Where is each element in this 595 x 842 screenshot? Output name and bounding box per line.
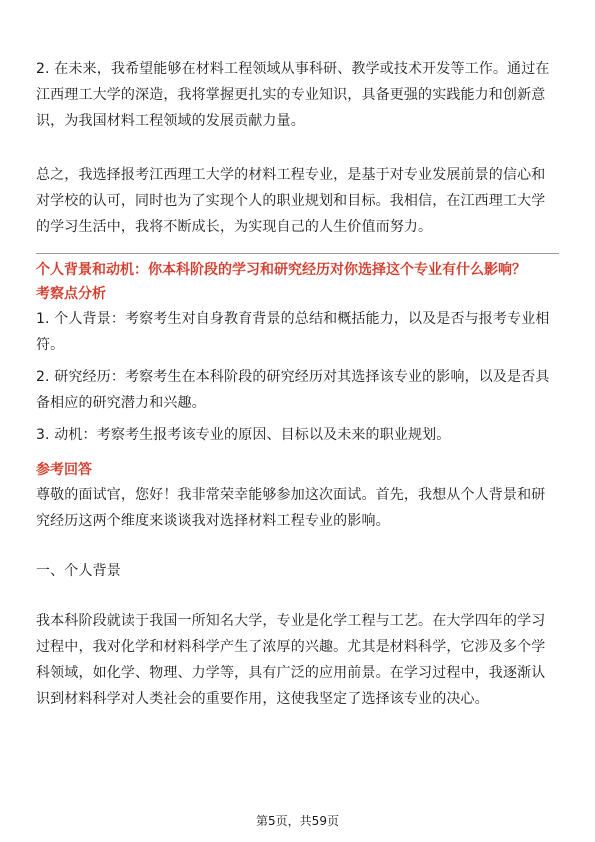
answer-section-title: 一、个人背景 bbox=[36, 563, 121, 579]
page-number: 第5页，共59页 bbox=[256, 814, 339, 828]
section-divider bbox=[36, 253, 559, 254]
answer-intro: 尊敬的面试官，您好！我非常荣幸能够参加这次面试。首先，我想从个人背景和研究经历这两个维度来谈谈我对选择材料工程专业的影响。 bbox=[36, 487, 546, 529]
paragraph-future-plan: 2. 在未来，我希望能够在材料工程领域从事科研、教学或技术开发等工作。通过在江西理工大学的深造，我将掌握更扎实的专业知识，具备更强的实践能力和创新意识，为我国材料工程领域的发展贡献力量。 bbox=[36, 61, 550, 129]
analysis-item-1: 1. 个人背景：考察考生对自身教育背景的总结和概括能力，以及是否与报考专业相符。 bbox=[36, 311, 550, 353]
document-page bbox=[36, 56, 559, 712]
answer-heading: 参考回答 bbox=[36, 462, 92, 478]
paragraph-conclusion: 总之，我选择报考江西理工大学的材料工程专业，是基于对专业发展前景的信心和对学校的认可，同时也为了实现个人的职业规划和目标。我相信，在江西理工大学的学习生活中，我将不断成长，为实现自己的人生价值而努力。 bbox=[36, 167, 546, 235]
analysis-item-2: 2. 研究经历：考察考生在本科阶段的研究经历对其选择该专业的影响，以及是否具备相应的研究潜力和兴趣。 bbox=[36, 369, 550, 411]
answer-body: 我本科阶段就读于我国一所知名大学，专业是化学工程与工艺。在大学四年的学习过程中，我对化学和材料科学产生了浓厚的兴趣。尤其是材料科学，它涉及多个学科领域，如化学、物理、力学等，具有广泛的应用前景。在学习过程中，我逐渐认识到材料科学对人类社会的重要作用，这使我坚定了选择该专业的决心。 bbox=[36, 613, 546, 707]
analysis-heading: 考察点分析 bbox=[36, 286, 106, 302]
question-heading: 个人背景和动机：你本科阶段的学习和研究经历对你选择这个专业有什么影响？ bbox=[36, 262, 526, 278]
analysis-item-3: 3. 动机：考察考生报考该专业的原因、目标以及未来的职业规划。 bbox=[36, 427, 451, 443]
